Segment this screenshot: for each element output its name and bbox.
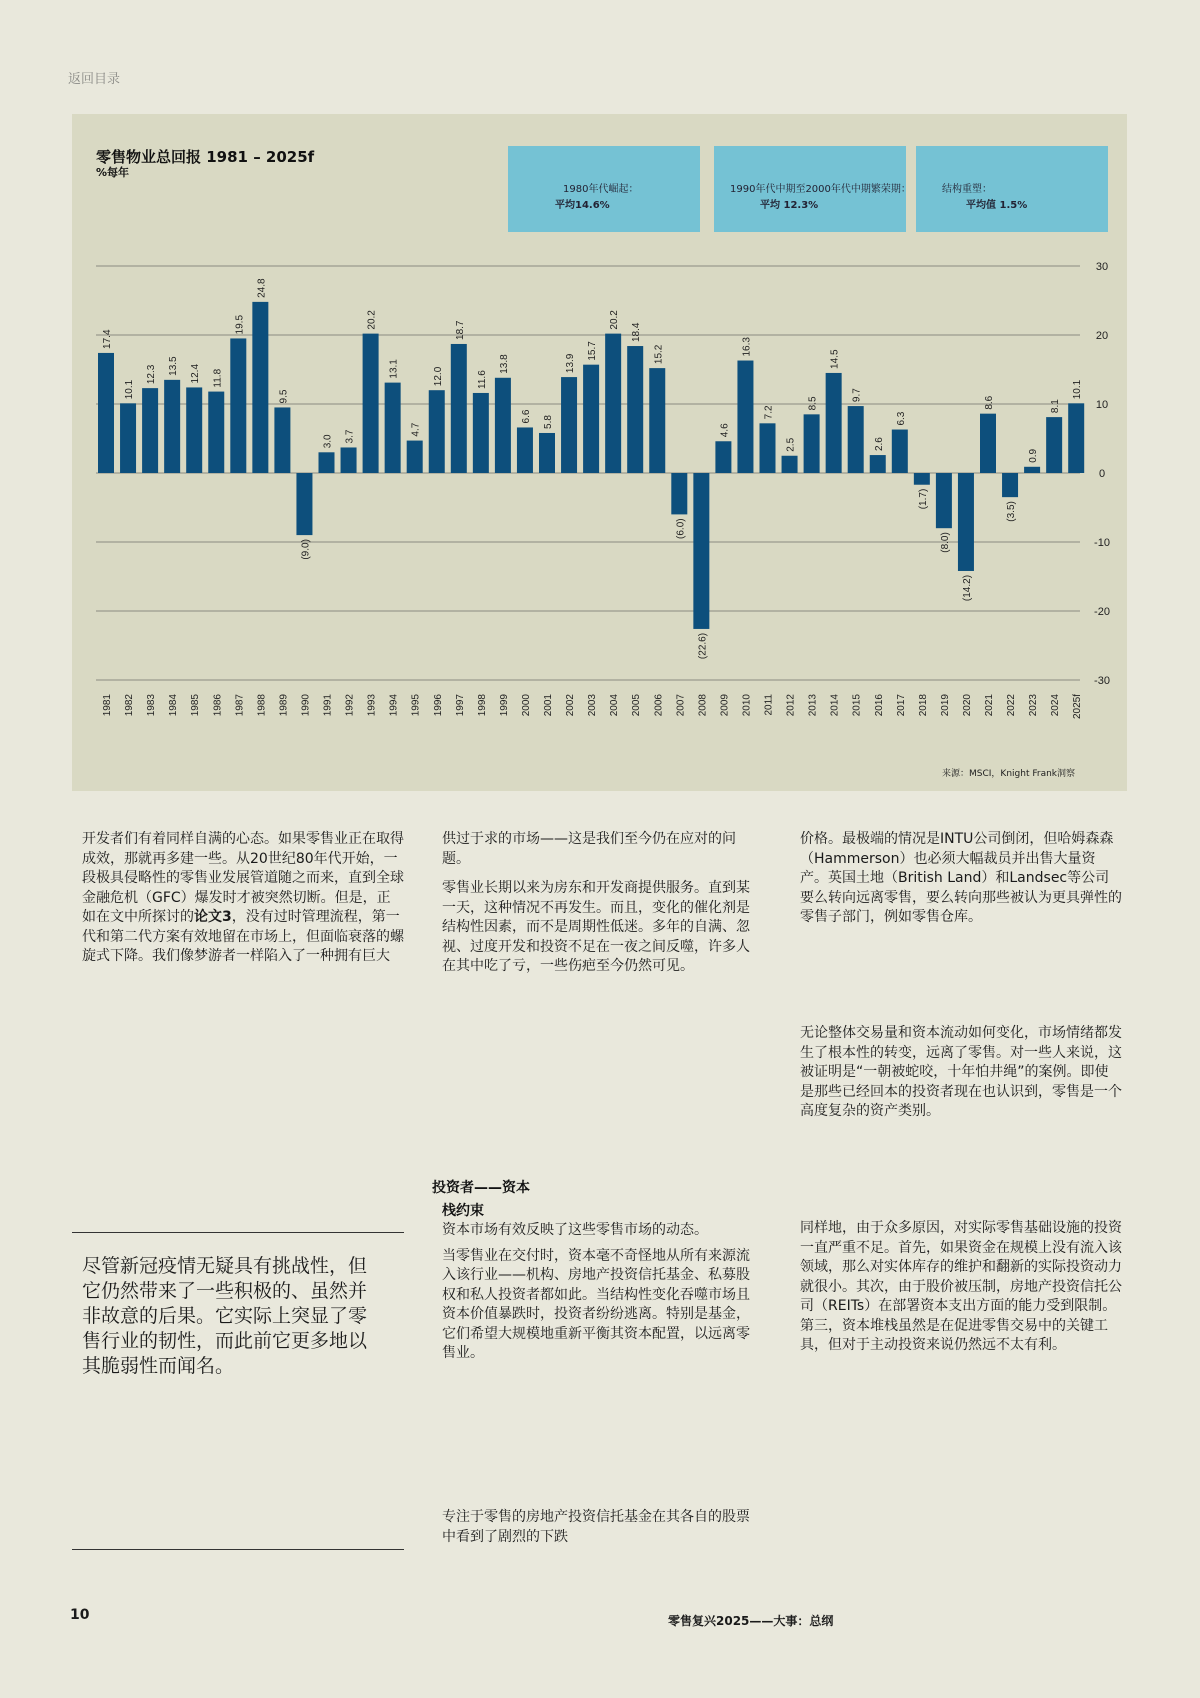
x-tick-label: 2013 — [807, 694, 819, 717]
x-tick-label: 2005 — [631, 694, 643, 717]
x-tick-label: 2019 — [939, 694, 951, 717]
data-label: 12.4 — [190, 363, 202, 384]
bar — [605, 334, 621, 473]
bar — [539, 433, 555, 473]
x-tick-label: 1988 — [256, 694, 268, 717]
section-heading: 投资者——资本 — [432, 1180, 530, 1196]
era-value: 平均14.6% — [555, 200, 610, 211]
data-label: (1.7) — [917, 488, 929, 510]
data-label: (9.0) — [300, 539, 312, 560]
x-tick-label: 2024 — [1050, 694, 1062, 717]
x-tick-label: 2016 — [873, 694, 885, 717]
paragraph: 价格。最极端的情况是INTU公司倒闭，但哈姆森森（Hammerson）也必须大幅裁员并出售大量资产。英国土地（British Land）和Landsec等公司要么转向远离零售，要么转向那些被认为更具弹性的零售子部门，例如零售仓库。 — [800, 831, 1122, 925]
bar — [1002, 473, 1018, 497]
data-label: 3.0 — [322, 434, 334, 449]
body-column-2-mid — [442, 1221, 760, 1364]
data-label: 18.7 — [454, 320, 466, 340]
x-tick-label: 1991 — [322, 694, 334, 717]
bar — [341, 447, 357, 473]
pullquote-bottom-rule — [72, 1549, 404, 1550]
bar — [649, 368, 665, 473]
x-tick-label: 2010 — [741, 694, 753, 717]
data-label: 9.7 — [851, 388, 863, 403]
y-tick-label: 0 — [1098, 468, 1106, 480]
x-tick-label: 2000 — [520, 694, 532, 717]
bar — [914, 473, 930, 485]
x-tick-label: 1995 — [410, 694, 422, 717]
data-label: 13.9 — [565, 353, 577, 374]
era-box-1990s-2000s — [714, 146, 911, 232]
data-label: 5.8 — [543, 415, 554, 429]
chart-title: 零售物业总回报 1981 – 2025f — [96, 148, 315, 166]
data-label: 24.8 — [256, 278, 268, 298]
body-column-3-bottom — [800, 1219, 1122, 1356]
data-label: 20.2 — [609, 310, 621, 330]
body-column-3-top — [800, 830, 1122, 928]
paragraph: 同样地，由于众多原因，对实际零售基础设施的投资一直严重不足。首先，如果资金在规模上没有流入该领域，那么对实体库存的维护和翻新的实际投资动力就很小。其次，由于股价被压制，房地产投资信托公司（REITs）在部署资本支出方面的能力受到限制。第三，资本堆栈虽然是在促进零售交易中的关键工具，但对于主动投资来说仍然远不太有利。 — [800, 1220, 1122, 1353]
data-label: 7.2 — [763, 405, 775, 420]
data-label: 8.5 — [807, 396, 819, 411]
x-tick-label: 2018 — [917, 694, 929, 717]
x-tick-label: 1983 — [146, 694, 158, 717]
x-tick-label: 2015 — [851, 694, 863, 717]
y-tick-label: -20 — [1094, 606, 1110, 618]
bar — [385, 383, 401, 473]
body-column-2-top — [442, 830, 760, 977]
bar — [671, 473, 687, 514]
data-label: 8.6 — [984, 395, 995, 410]
bar — [561, 377, 577, 473]
bar — [252, 302, 268, 473]
x-tick-label: 1982 — [124, 694, 136, 717]
x-tick-label: 1981 — [102, 694, 113, 717]
paragraph — [82, 830, 404, 967]
body-column-1 — [82, 830, 404, 967]
bar — [892, 430, 908, 473]
bar — [98, 353, 114, 473]
x-tick-label: 2008 — [697, 694, 709, 717]
data-label: (8.0) — [939, 532, 951, 553]
x-tick-label: 1990 — [300, 694, 312, 717]
page-number: 10 — [70, 1607, 90, 1623]
x-tick-label: 2002 — [565, 694, 577, 717]
data-label: 3.7 — [344, 429, 356, 444]
data-label: 16.3 — [741, 337, 753, 357]
x-tick-label: 2017 — [895, 694, 907, 717]
paragraph: 资本市场有效反映了这些零售市场的动态。 — [442, 1222, 708, 1238]
data-label: (6.0) — [675, 518, 687, 539]
bar — [473, 393, 489, 473]
bar — [804, 414, 820, 473]
data-label: 6.3 — [895, 411, 907, 426]
data-label: 10.1 — [1072, 379, 1084, 400]
x-tick-label: 2025f — [1072, 694, 1084, 720]
x-tick-label: 2001 — [543, 694, 554, 717]
x-tick-label: 1996 — [432, 694, 444, 717]
data-label: 0.9 — [1028, 448, 1040, 463]
era-label: 1990年代中期至2000年代中期繁荣期： — [730, 184, 911, 195]
data-label: 17.4 — [102, 329, 113, 349]
body-column-2-bottom — [442, 1508, 760, 1547]
bar — [429, 390, 445, 473]
paragraph: 供过于求的市场——这是我们至今仍在应对的问题。 — [442, 831, 736, 867]
data-label: (14.2) — [961, 574, 973, 602]
data-label: 4.7 — [410, 422, 422, 437]
era-value: 平均值 1.5% — [966, 200, 1028, 211]
body-column-3-mid — [800, 1024, 1122, 1122]
data-label: 15.2 — [653, 344, 665, 365]
x-tick-label: 1992 — [344, 694, 356, 717]
era-label: 结构重塑： — [942, 184, 992, 195]
x-tick-label: 1989 — [278, 694, 290, 717]
y-tick-label: 20 — [1095, 330, 1109, 342]
y-tick-label: 10 — [1095, 399, 1109, 411]
x-tick-label: 2021 — [984, 694, 995, 717]
x-tick-label: 2007 — [675, 694, 687, 717]
bar — [715, 441, 731, 473]
era-label: 1980年代崛起： — [563, 184, 639, 195]
era-box-restructuring — [916, 146, 1108, 232]
x-tick-label: 2022 — [1006, 694, 1018, 717]
bar — [186, 387, 202, 473]
bar — [230, 338, 246, 473]
bar — [980, 414, 996, 473]
bar — [848, 406, 864, 473]
data-label: 8.1 — [1050, 399, 1062, 414]
data-label: 9.5 — [278, 389, 290, 404]
x-tick-label: 1998 — [476, 694, 488, 717]
bar — [583, 365, 599, 473]
pullquote: 尽管新冠疫情无疑具有挑战性，但它仍然带来了一些积极的、虽然并非故意的后果。它实际上突显了零售行业的韧性，而此前它更多地以其脆弱性而闻名。 — [82, 1255, 368, 1377]
paragraph-text: 开发者们有着同样自满的心态。如果零售业正在取得成效，那就再多建一些。从20世纪80年代开始，一段极具侵略性的零售业发展管道随之而来，直到全球金融危机（GFC）爆发时才被突然切断。但是，正如在文中所探讨的 — [82, 831, 404, 925]
y-tick-label: -10 — [1094, 537, 1110, 549]
paragraph: 零售业长期以来为房东和开发商提供服务。直到某一天，这种情况不再发生。而且，变化的催化剂是结构性因素，而不是周期性低迷。多年的自满、忽视、过度开发和投资不足在一夜之间反噬，许多人在其中吃了亏，一些伤疤至今仍然可见。 — [442, 880, 750, 974]
pullquote-top-rule — [72, 1232, 404, 1233]
era-value: 平均 12.3% — [760, 200, 819, 211]
bar — [936, 473, 952, 528]
data-label: 15.7 — [587, 341, 599, 361]
paragraph: 当零售业在交付时，资本毫不奇怪地从所有来源流入该行业——机构、房地产投资信托基金、私募股权和私人投资者都如此。当结构性变化吞噬市场且资本价值暴跌时，投资者纷纷逃离。特别是基金，它们希望大规模地重新平衡其资本配置，以远离零售业。 — [442, 1247, 750, 1361]
back-to-contents-link[interactable]: 返回目录 — [68, 72, 121, 87]
bar — [274, 407, 290, 473]
bar — [495, 378, 511, 473]
x-tick-label: 2014 — [829, 694, 841, 717]
section-heading: 栈约束 — [442, 1203, 484, 1219]
bar — [517, 427, 533, 473]
x-tick-label: 1987 — [234, 694, 246, 717]
x-tick-label: 2009 — [719, 694, 731, 717]
data-label: 4.6 — [719, 423, 731, 438]
data-label: 12.3 — [146, 364, 158, 385]
bar — [870, 455, 886, 473]
x-tick-label: 2004 — [609, 694, 621, 717]
x-tick-label: 2020 — [961, 694, 973, 717]
bar — [782, 456, 798, 473]
data-label: 10.1 — [124, 379, 136, 400]
x-tick-label: 1986 — [212, 694, 224, 717]
data-label: 19.5 — [234, 314, 246, 335]
bar — [760, 423, 776, 473]
bar — [451, 344, 467, 473]
paragraph: 无论整体交易量和资本流动如何变化，市场情绪都发生了根本性的转变，远离了零售。对一些人来说，这被证明是“一朝被蛇咬，十年怕井绳”的案例。即使是那些已经回本的投资者现在也认识到，零售是一个高度复杂的资产类别。 — [800, 1025, 1122, 1119]
bar — [826, 373, 842, 473]
bar — [627, 346, 643, 473]
chart-panel — [72, 114, 1127, 791]
data-label: 13.8 — [498, 354, 510, 374]
bar — [1046, 417, 1062, 473]
era-box-1980s — [508, 146, 700, 232]
chart-source: 来源：MSCI，Knight Frank洞察 — [942, 769, 1075, 779]
data-label: 2.5 — [785, 437, 797, 452]
data-label: 11.8 — [212, 368, 224, 388]
paragraph-text: ，没有过时管理流程，第一代和第二代方案有效地留在市场上，但面临衰落的螺旋式下降。我们像梦游者一样陷入了一种拥有巨大 — [82, 909, 404, 964]
chart-unit: %每年 — [96, 166, 130, 179]
x-tick-label: 1997 — [454, 694, 466, 717]
data-label: 11.6 — [476, 370, 488, 389]
y-tick-label: -30 — [1094, 675, 1110, 687]
bar — [296, 473, 312, 535]
bar — [319, 452, 335, 473]
data-label: 14.5 — [829, 349, 841, 369]
x-tick-label: 2023 — [1028, 694, 1040, 717]
x-tick-label: 1994 — [388, 694, 400, 717]
data-label: 20.2 — [366, 310, 378, 330]
bar — [407, 441, 423, 473]
bar — [1068, 403, 1084, 473]
bar — [120, 403, 136, 473]
x-tick-label: 1993 — [366, 694, 378, 717]
x-tick-label: 1999 — [498, 694, 510, 717]
bar — [363, 334, 379, 473]
x-tick-label: 1985 — [190, 694, 202, 717]
x-tick-label: 2012 — [785, 694, 797, 717]
data-label: 2.6 — [873, 437, 885, 452]
x-tick-label: 2006 — [653, 694, 665, 717]
bar — [164, 380, 180, 473]
bar — [693, 473, 709, 629]
data-label: (3.5) — [1006, 501, 1018, 522]
data-label: 13.1 — [388, 359, 400, 379]
y-tick-label: 30 — [1095, 261, 1109, 273]
bar — [208, 392, 224, 473]
x-tick-label: 2003 — [587, 694, 599, 717]
data-label: 13.5 — [168, 356, 180, 376]
data-label: (22.6) — [697, 632, 709, 660]
x-tick-label: 2011 — [763, 694, 775, 716]
paragraph: 专注于零售的房地产投资信托基金在其各自的股票中看到了剧烈的下跌 — [442, 1509, 750, 1545]
data-label: 6.6 — [520, 409, 532, 424]
data-label: 18.4 — [631, 322, 643, 343]
bar — [958, 473, 974, 571]
footer-title: 零售复兴2025——大事：总纲 — [668, 1614, 834, 1628]
x-tick-label: 1984 — [168, 694, 180, 717]
bar — [142, 388, 158, 473]
data-label: 12.0 — [432, 366, 444, 387]
bar — [737, 361, 753, 473]
bar — [1024, 467, 1040, 473]
essay-reference-link[interactable]: 论文3 — [194, 909, 232, 925]
